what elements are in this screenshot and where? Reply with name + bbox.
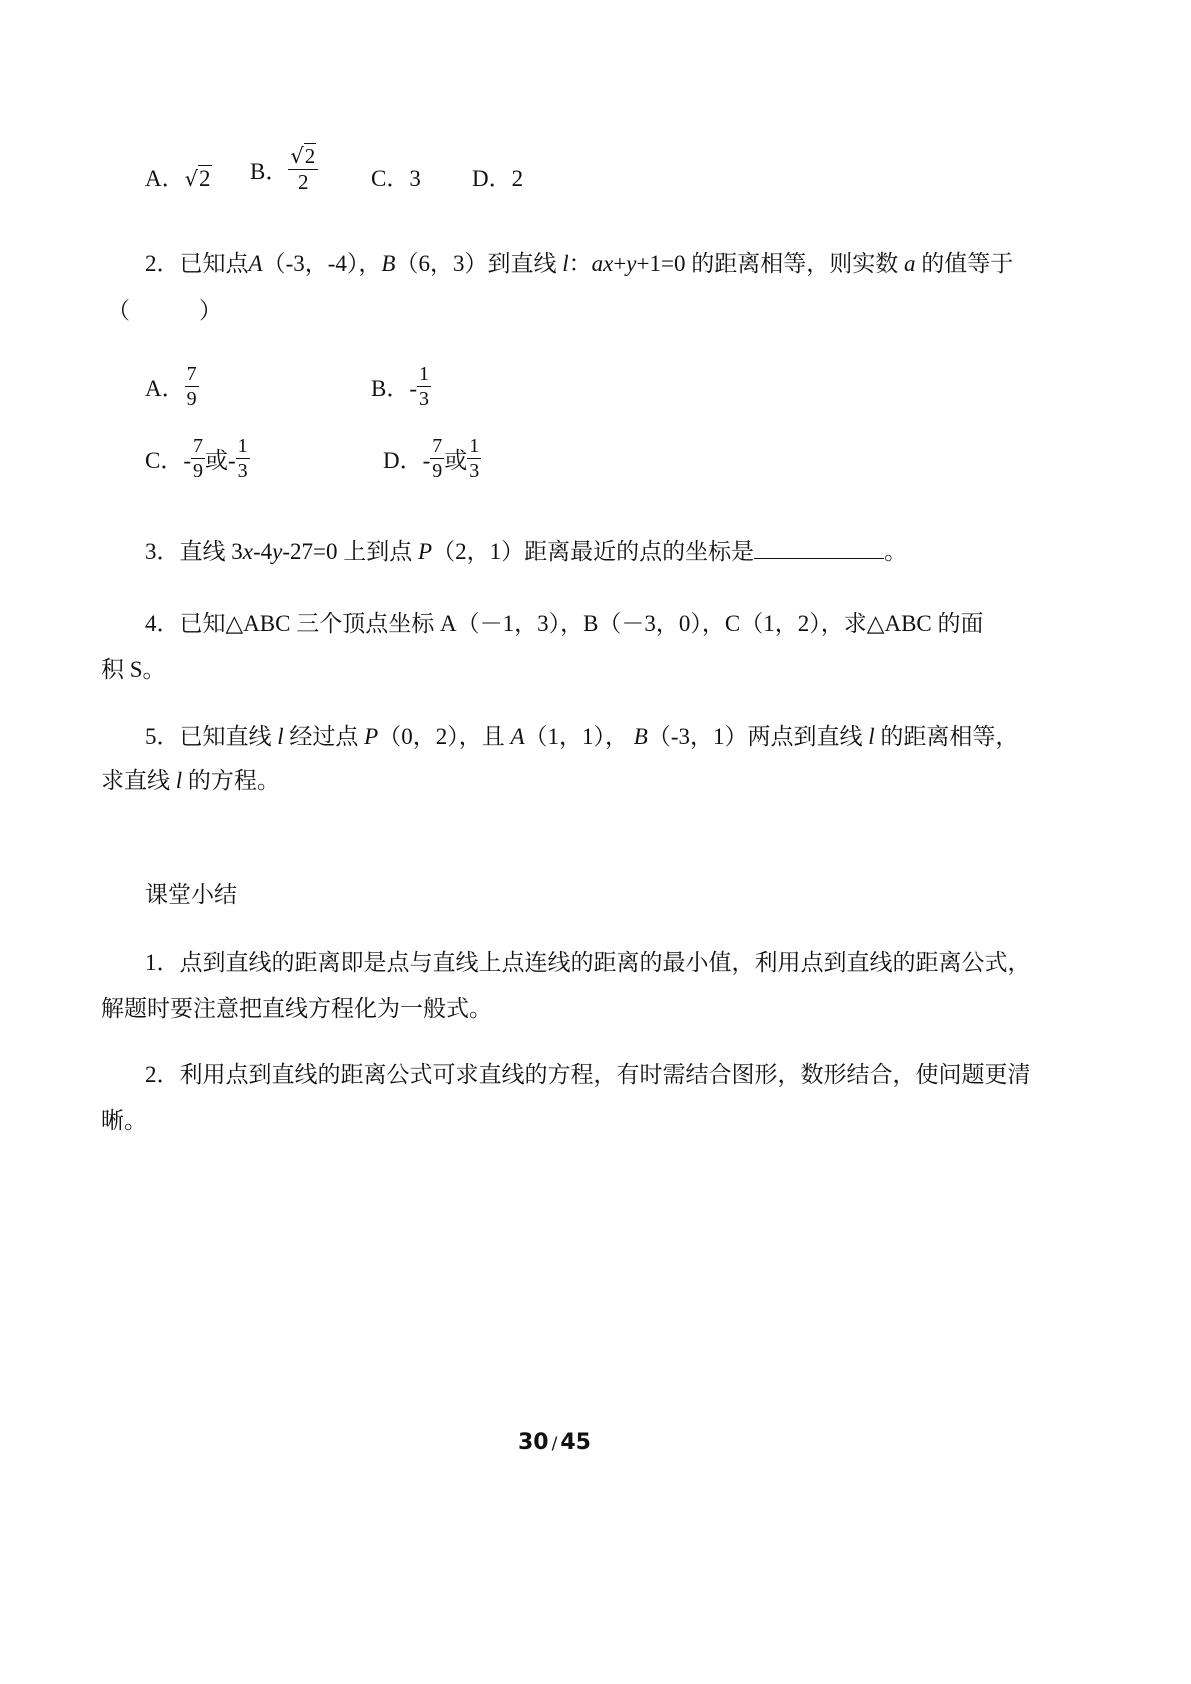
- question-5-line2: 求直线 l 的方程。: [101, 768, 280, 793]
- question-5-line1: 5．已知直线 l 经过点 P（0，2），且 A（1，1）， B（-3，1）两点到直线 l 的距离相等，: [145, 724, 1019, 749]
- q2-answer-paren: （ ）: [107, 298, 222, 323]
- summary-point-1-line1: 1．点到直线的距离即是点与直线上点连线的距离的最小值，利用点到直线的距离公式，: [145, 950, 1031, 975]
- fraction: $\frac{7}{9}$: [432, 435, 443, 482]
- q1-options: [145, 160, 212, 193]
- summary-title: 课堂小结: [145, 882, 237, 907]
- summary-point-1-line2: 解题时要注意把直线方程化为一般式。: [101, 996, 492, 1021]
- summary-point-2-line2: 晰。: [101, 1108, 147, 1133]
- answer-blank[interactable]: [754, 536, 884, 559]
- question-2: 2．已知点A（-3，-4），B（6，3）到直线 l：ax+y+1=0 的距离相等，则实数 a 的值等于: [145, 251, 1014, 276]
- q1-option-c: C．3: [371, 166, 421, 191]
- page-number: [518, 1430, 591, 1455]
- summary-point-2-line1: 2．利用点到直线的距离公式可求直线的方程，有时需结合图形，数形结合，使问题更清: [145, 1062, 1031, 1087]
- q1-option-d: D．2: [472, 166, 524, 191]
- page-separator: /: [551, 1434, 558, 1454]
- q2-option-d: D．- $\frac{7}{9}$ 或 $\frac{1}{3}$: [383, 435, 480, 482]
- q1-option-b: B． $\frac{√2}{2}$: [250, 146, 318, 193]
- fraction: $\frac{1}{3}$: [237, 435, 248, 482]
- fraction: $\frac{1}{3}$: [419, 363, 429, 410]
- q2-option-a: A． $\frac{7}{9}$: [145, 363, 197, 410]
- page-total: 45: [560, 1430, 591, 1455]
- q2-option-c: C．- $\frac{7}{9}$ 或- $\frac{1}{3}$: [145, 435, 248, 482]
- fraction: $\frac{7}{9}$: [193, 435, 203, 482]
- fraction: $\frac{1}{3}$: [469, 435, 480, 482]
- question-4-line1: 4．已知△ABC 三个顶点坐标 A（－1，3），B（－3，0），C（1，2），求△ABC 的面: [145, 611, 984, 636]
- question-4-line2: 积 S。: [101, 657, 166, 682]
- fraction: $\frac{7}{9}$: [186, 363, 197, 410]
- q1-option-a: A．√2: [145, 166, 211, 191]
- question-3: 3．直线 3x-4y-27=0 上到点 P（2，1）距离最近的点的坐标是 。: [145, 533, 907, 566]
- page-current: 30: [518, 1430, 549, 1455]
- fraction-sqrt2-over-2: $\frac{√2}{2}$: [288, 146, 318, 193]
- sqrt-two: √2: [184, 166, 211, 191]
- q2-option-b: B．- $\frac{1}{3}$: [371, 363, 429, 410]
